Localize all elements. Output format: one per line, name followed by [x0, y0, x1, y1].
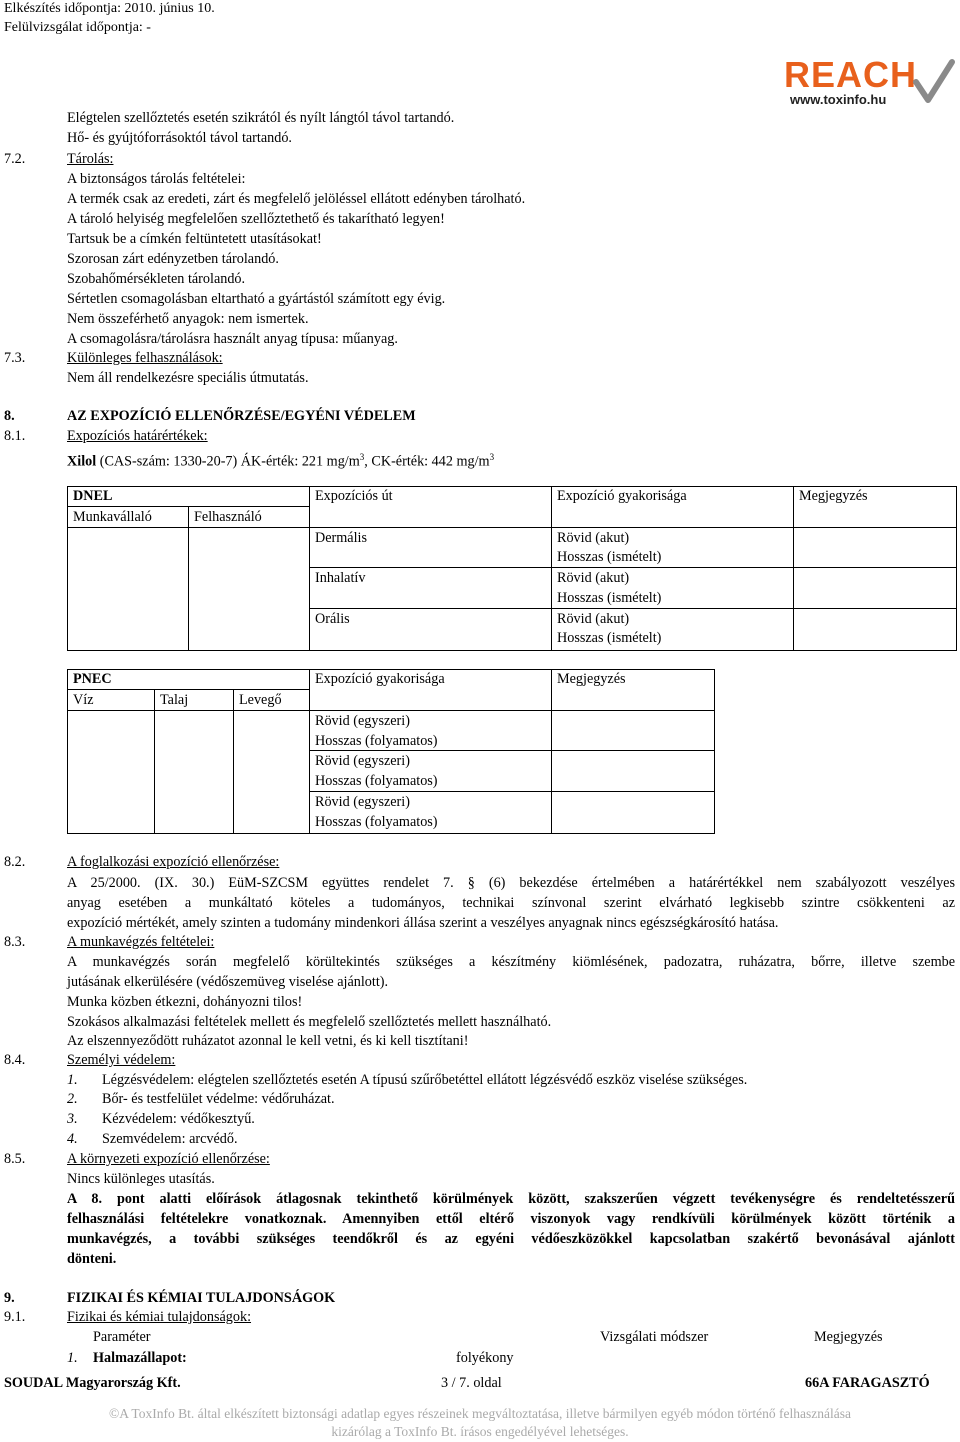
section-8-5-number: 8.5.: [4, 1151, 26, 1167]
section-9-1-number: 9.1.: [4, 1309, 26, 1325]
ppe-item: Szemvédelem: arcvédő.: [102, 1131, 238, 1147]
reach-logo: [784, 56, 956, 110]
logo-word: REACH: [784, 54, 918, 95]
dnel-route: Dermális: [315, 530, 368, 546]
xilol-ak: (CAS-szám: 1330-20-7) ÁK-érték: 221 mg/m: [96, 453, 360, 470]
pnec-frequency: Rövid (egyszeri): [315, 713, 410, 729]
unit-superscript: 3: [489, 452, 495, 462]
xilol-ck: , CK-érték: 442 mg/m: [364, 453, 490, 470]
dnel-frequency: Rövid (akut): [557, 570, 630, 586]
ppe-number: 1.: [67, 1072, 78, 1088]
intro-line-1: Elégtelen szellőztetés esetén szikrától és nyílt lángtól távol tartandó.: [67, 110, 455, 126]
bold-paragraph-line: A 8. pont alatti előírások átlagosnak tekinthető körülmények között, szakszerűen végzett tevékenységre és rendeltetésszerű: [67, 1191, 955, 1207]
dnel-title: DNEL: [73, 488, 113, 504]
dnel-divider: [309, 567, 956, 568]
pnec-frequency: Rövid (egyszeri): [315, 794, 410, 810]
section-8-3-title: A munkavégzés feltételei:: [67, 934, 215, 950]
dnel-header-frequency: Expozíció gyakorisága: [557, 488, 687, 504]
storage-line: Szorosan zárt edényzetben tárolandó.: [67, 251, 279, 267]
footer-page: 3 / 7. oldal: [441, 1375, 502, 1391]
paragraph-line: A munkavégzés során megfelelő körültekintés szükséges a készítmény kiömlésének, padozatra, ruházatra, bőrre, illetve szembe: [67, 954, 955, 970]
dnel-header-route: Expozíciós út: [315, 488, 393, 504]
section-9-number: 9.: [4, 1290, 15, 1306]
pnec-header-air: Levegő: [239, 692, 282, 708]
section-8-2-number: 8.2.: [4, 854, 26, 870]
paragraph-line: Nincs különleges utasítás.: [67, 1171, 215, 1187]
section-8-4-number: 8.4.: [4, 1052, 26, 1068]
dnel-header-worker: Munkavállaló: [73, 509, 152, 525]
property-number: 1.: [67, 1350, 78, 1366]
dnel-divider: [67, 527, 956, 528]
unit-superscript: 3: [359, 452, 365, 462]
section-8-number: 8.: [4, 408, 15, 424]
review-date: Felülvizsgálat időpontja: -: [4, 20, 151, 35]
logo-url: www.toxinfo.hu: [790, 92, 887, 107]
dnel-header-note: Megjegyzés: [799, 488, 868, 504]
bold-paragraph-line: felhasználási feltételekre vonatkoznak. Amennyiben ettől eltérő viszonyok vagy rendkívüli körülmények között történik a: [67, 1211, 955, 1227]
bold-paragraph-line: munkavégzés, a további szükséges teendőkről és az egyéni védőeszközökkel kapcsolatban szakértő bevonásával ajánlott: [67, 1231, 955, 1247]
section-7-3-title: Különleges felhasználások:: [67, 350, 223, 366]
section-8-title: AZ EXPOZÍCIÓ ELLENŐRZÉSE/EGYÉNI VÉDELEM: [67, 408, 416, 424]
pnec-header-water: Víz: [73, 692, 94, 708]
ppe-number: 2.: [67, 1091, 78, 1107]
ppe-item: Bőr- és testfelület védelme: védőruházat.: [102, 1091, 335, 1107]
dnel-divider: [793, 486, 794, 650]
creation-date: Elkészítés időpontja: 2010. június 10.: [4, 1, 215, 16]
paragraph-line: anyag esetében a munkáltató köteles a tudományos, technikai színvonal szerint elvárható legkisebb szintre csökkenteni az: [67, 895, 955, 911]
section-8-1-number: 8.1.: [4, 428, 26, 444]
section-8-4-title: Személyi védelem:: [67, 1052, 176, 1068]
dnel-divider: [551, 486, 552, 650]
footer-product: 66A FARAGASZTÓ: [805, 1375, 930, 1391]
storage-line: Nem összeférhető anyagok: nem ismertek.: [67, 311, 309, 327]
section-9-1-title: Fizikai és kémiai tulajdonságok:: [67, 1309, 252, 1325]
paragraph-line: Az elszennyeződött ruházatot azonnal le kell vetni, és ki kell tisztítani!: [67, 1033, 469, 1049]
pnec-frequency: Hosszas (folyamatos): [315, 773, 438, 789]
storage-line: A tároló helyiség megfelelően szellőztethető és takarítható legyen!: [67, 211, 445, 227]
ppe-item: Légzésvédelem: elégtelen szellőztetés esetén A típusú szűrőbetéttel ellátott légzésvédő eszköz viselése szükséges.: [102, 1072, 748, 1088]
properties-header-param: Paraméter: [93, 1329, 151, 1345]
dnel-frequency: Hosszas (ismételt): [557, 590, 662, 606]
pnec-frequency: Rövid (egyszeri): [315, 753, 410, 769]
section-7-3-number: 7.3.: [4, 350, 26, 366]
footer-company: SOUDAL Magyarország Kft.: [4, 1375, 181, 1391]
pnec-frequency: Hosszas (folyamatos): [315, 814, 438, 830]
property-value: folyékony: [456, 1350, 514, 1366]
section-8-3-number: 8.3.: [4, 934, 26, 950]
properties-header-note: Megjegyzés: [814, 1329, 883, 1345]
intro-line-2: Hő- és gyújtóforrásoktól távol tartandó.: [67, 130, 292, 146]
storage-line: Sértetlen csomagolásban eltartható a gyártástól számított egy évig.: [67, 291, 446, 307]
dnel-header-user: Felhasználó: [194, 509, 262, 525]
paragraph-line: expozíció mértékét, amely szinten a tudomány mindenkori állása szerint a veszélyes anyagnak nincs egészségkárosító hatása.: [67, 915, 779, 931]
dnel-divider: [309, 486, 310, 650]
paragraph-line: A 25/2000. (IX. 30.) EüM-SZCSM együttes rendelet 7. § (6) bekezdése értelmében a határértékkel nem szabályozott veszélyes: [67, 875, 955, 891]
paragraph-line: Munka közben étkezni, dohányozni tilos!: [67, 994, 303, 1010]
storage-line: A csomagolásra/tárolásra használt anyag típusa: műanyag.: [67, 331, 398, 347]
paragraph-line: Szokásos alkalmazási feltételek mellett és megfelelő szellőztetés mellett használható.: [67, 1014, 552, 1030]
storage-line: Szobahőmérsékleten tárolandó.: [67, 271, 246, 287]
pnec-header-frequency: Expozíció gyakorisága: [315, 671, 445, 687]
ppe-number: 4.: [67, 1131, 78, 1147]
storage-line: A biztonságos tárolás feltételei:: [67, 171, 246, 187]
copyright-line: kizárólag a ToxInfo Bt. írásos engedélyével lehetséges.: [331, 1424, 629, 1439]
pnec-header-note: Megjegyzés: [557, 671, 626, 687]
dnel-route: Orális: [315, 611, 350, 627]
storage-line: Tartsuk be a címkén feltüntetett utasításokat!: [67, 231, 322, 247]
property-label: Halmazállapot:: [93, 1350, 187, 1366]
dnel-frequency: Rövid (akut): [557, 611, 630, 627]
section-7-2-number: 7.2.: [4, 151, 26, 167]
checkmark-icon: [912, 56, 956, 108]
properties-header-method: Vizsgálati módszer: [600, 1329, 709, 1345]
section-8-1-title: Expozíciós határértékek:: [67, 428, 208, 444]
dnel-route: Inhalatív: [315, 570, 366, 586]
section-8-2-title: A foglalkozási expozíció ellenőrzése:: [67, 854, 280, 870]
section-8-5-title: A környezeti expozíció ellenőrzése:: [67, 1151, 270, 1167]
pnec-header-soil: Talaj: [160, 692, 189, 708]
xilol-name: Xilol: [67, 453, 97, 470]
dnel-frequency: Rövid (akut): [557, 530, 630, 546]
copyright-line: ©A ToxInfo Bt. által elkészített biztonsági adatlap egyes részeinek megváltoztatása, illetve bármilyen egyéb módon történő felhasználása: [109, 1406, 851, 1421]
ppe-item: Kézvédelem: védőkesztyű.: [102, 1111, 255, 1127]
bold-paragraph-line: dönteni.: [67, 1251, 117, 1267]
ppe-number: 3.: [67, 1111, 78, 1127]
pnec-divider: [551, 669, 552, 833]
xilol-limits: [67, 447, 494, 472]
pnec-title: PNEC: [73, 671, 112, 687]
dnel-divider: [309, 608, 956, 609]
dnel-frequency: Hosszas (ismételt): [557, 630, 662, 646]
paragraph-line: jutásának elkerülésére (védőszemüveg viselése ajánlott).: [67, 974, 389, 990]
section-7-2-title: Tárolás:: [67, 151, 114, 167]
dnel-frequency: Hosszas (ismételt): [557, 549, 662, 565]
storage-line: A termék csak az eredeti, zárt és megfelelő jelöléssel ellátott edényben tárolható.: [67, 191, 526, 207]
special-use-text: Nem áll rendelkezésre speciális útmutatás.: [67, 370, 309, 386]
section-9-title: FIZIKAI ÉS KÉMIAI TULAJDONSÁGOK: [67, 1290, 336, 1306]
pnec-frequency: Hosszas (folyamatos): [315, 733, 438, 749]
pnec-divider: [309, 669, 310, 833]
